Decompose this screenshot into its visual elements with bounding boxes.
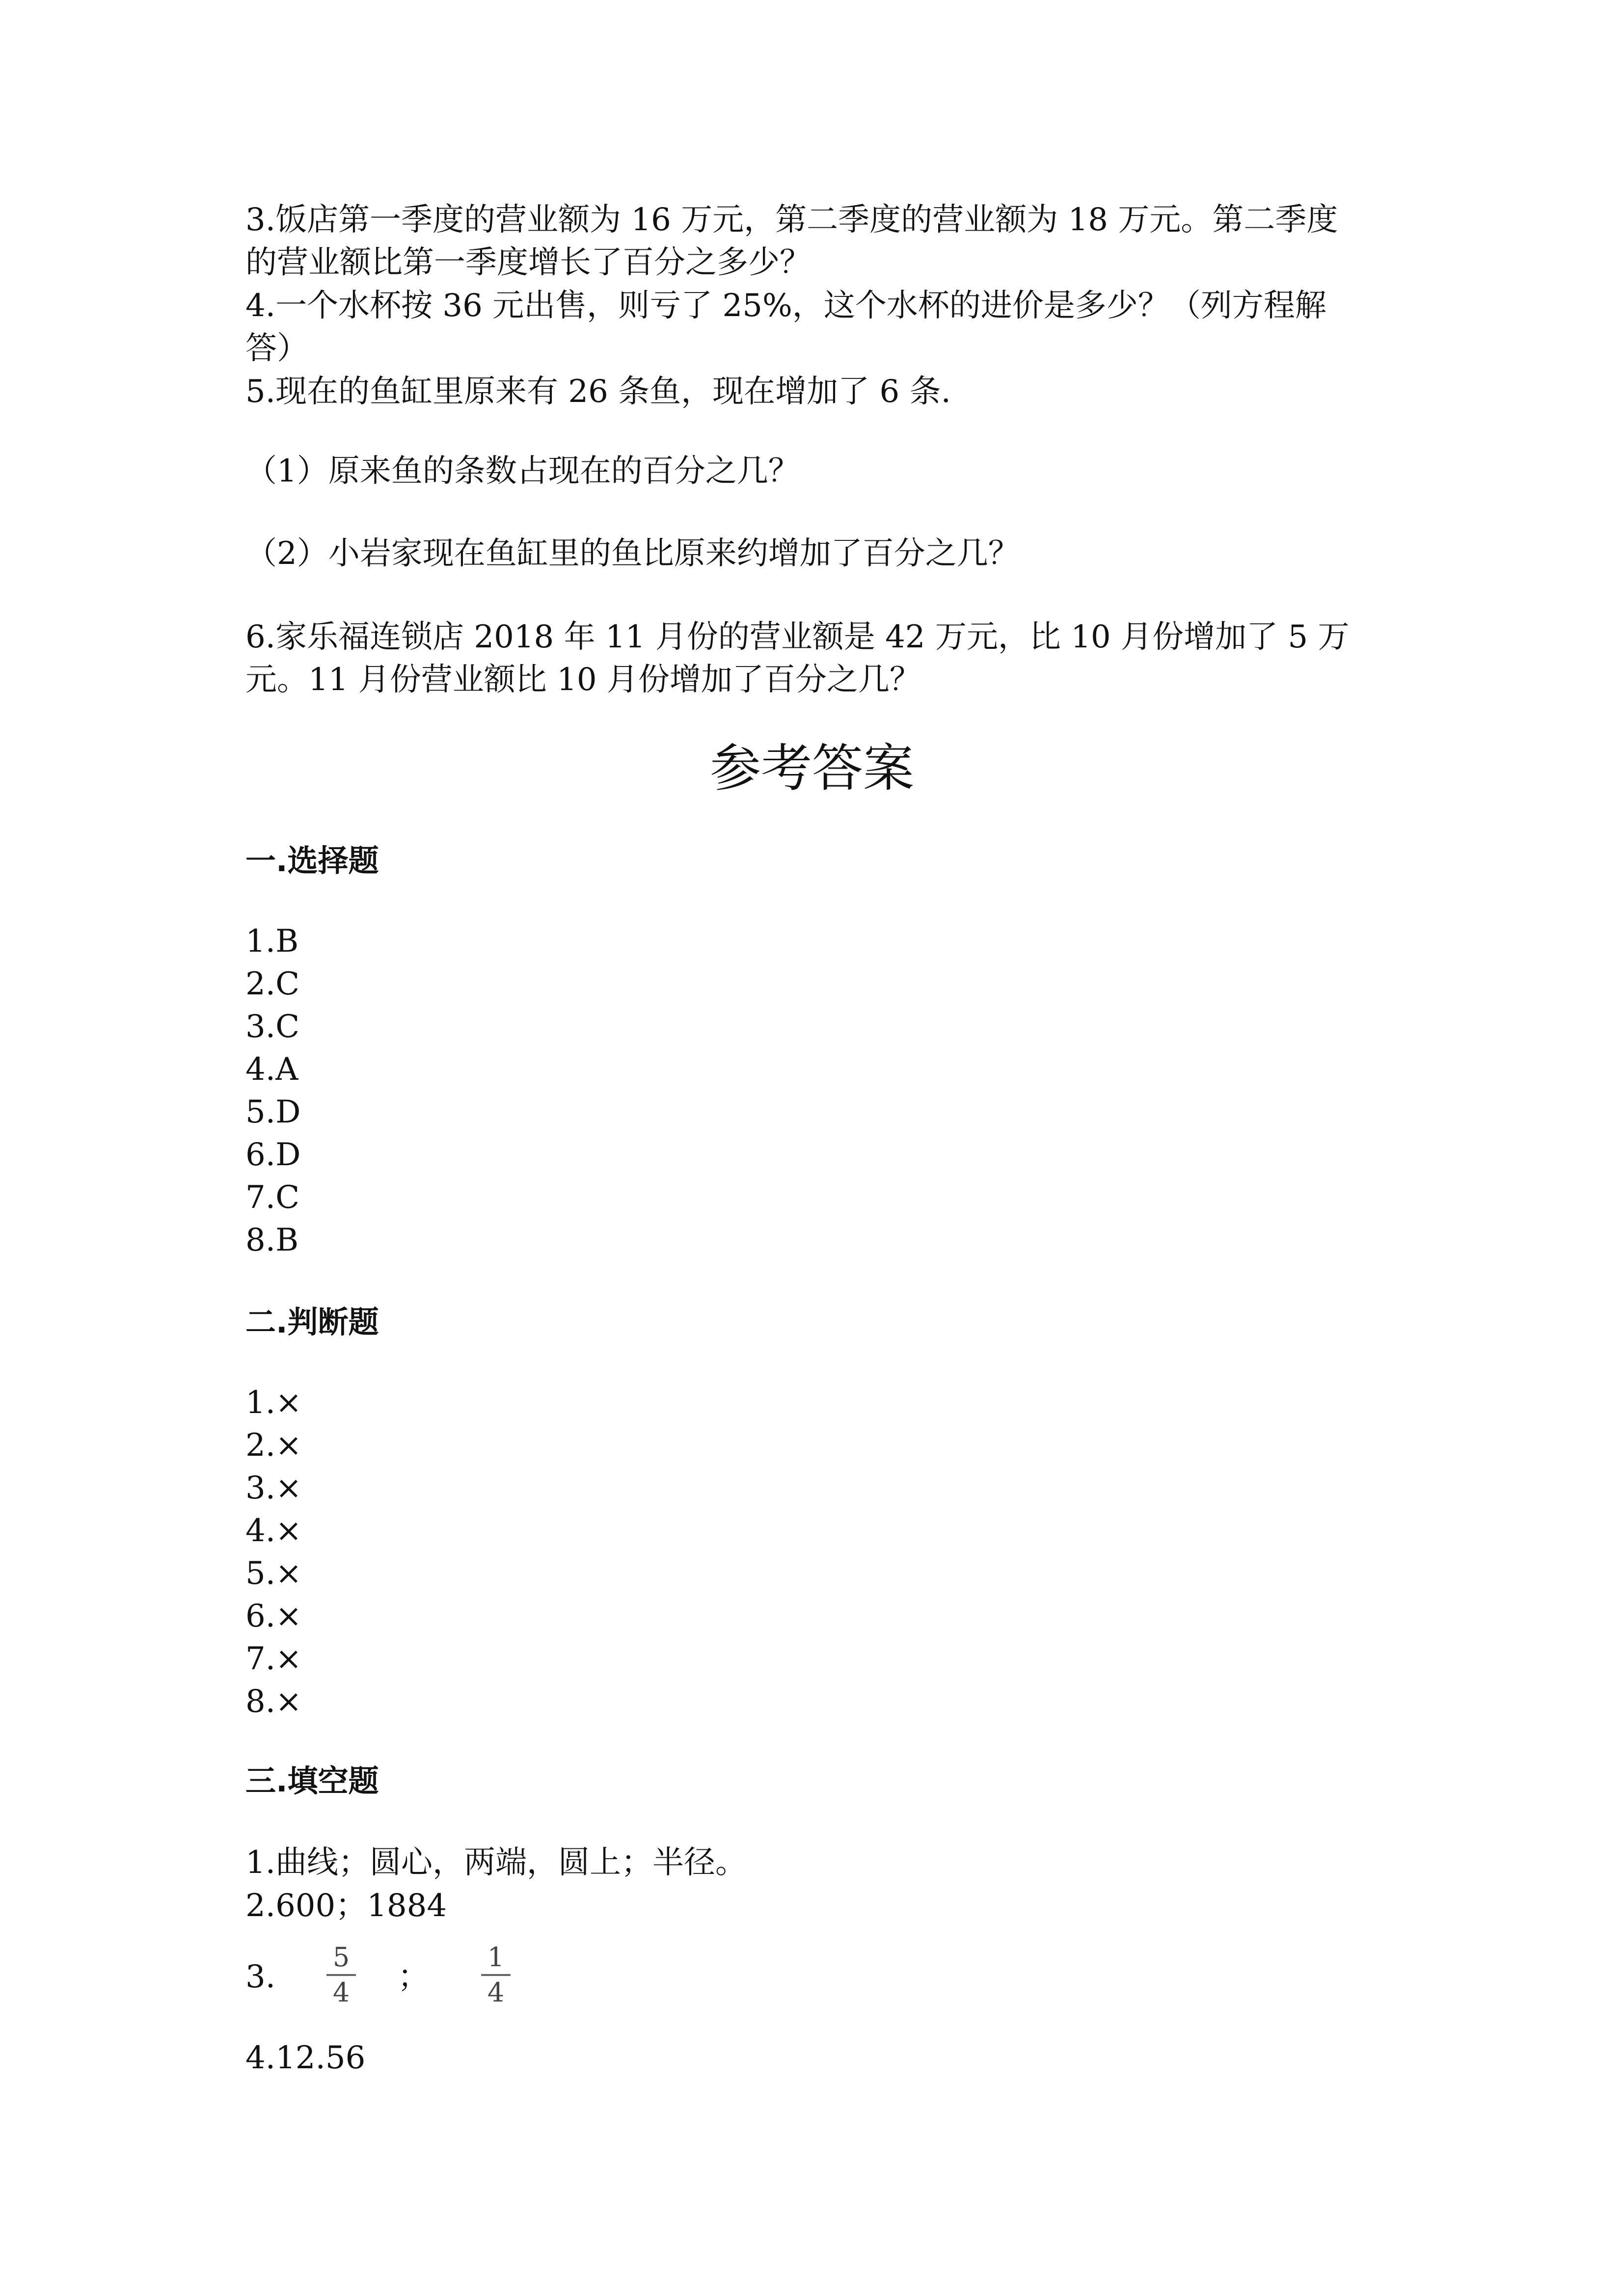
judge-answer: 1.×	[245, 1385, 302, 1421]
judge-answer: 6.×	[245, 1598, 302, 1634]
fill-answer-4: 4.12.56	[245, 2040, 366, 2076]
fraction-one-quarter	[481, 1943, 511, 2007]
choice-answer: 2.C	[245, 966, 300, 1002]
question-5-subquestion-2: （2）小岩家现在鱼缸里的鱼比原来约增加了百分之几？	[245, 535, 1020, 572]
fraction-numerator: 5	[332, 1942, 350, 1973]
section-heading-judge: 二.判断题	[245, 1304, 379, 1340]
fraction-numerator: 1	[487, 1942, 505, 1973]
question-3-line-2: 的营业额比第一季度增长了百分之多少？	[245, 244, 811, 281]
question-4-line-1: 4.一个水杯按 36 元出售，则亏了 25%，这个水杯的进价是多少？（列方程解	[245, 288, 1326, 324]
fill-answer-2: 2.600；1884	[245, 1888, 447, 1924]
choice-answer: 5.D	[245, 1094, 301, 1130]
answer-title: 参考答案	[709, 738, 914, 798]
fraction-bar	[481, 1974, 511, 1976]
choice-answer: 3.C	[245, 1009, 300, 1045]
judge-answer: 2.×	[245, 1427, 302, 1464]
judge-answer: 5.×	[245, 1555, 302, 1592]
fraction-denominator: 4	[332, 1977, 350, 2008]
choice-answer: 1.B	[245, 923, 299, 960]
judge-answer: 4.×	[245, 1513, 302, 1549]
judge-answer: 8.×	[245, 1683, 302, 1720]
fill-answer-3-separator: ；	[398, 1959, 429, 1995]
section-heading-fill: 三.填空题	[245, 1763, 379, 1799]
section-heading-choice: 一.选择题	[245, 843, 379, 879]
fraction-bar	[326, 1974, 356, 1976]
fill-answer-1: 1.曲线；圆心，两端，圆上；半径。	[245, 1844, 747, 1881]
choice-answer: 6.D	[245, 1137, 301, 1173]
choice-answer: 7.C	[245, 1179, 300, 1216]
question-3-line-1: 3.饭店第一季度的营业额为 16 万元，第二季度的营业额为 18 万元。第二季度	[245, 202, 1338, 238]
question-4-line-2: 答）	[245, 330, 308, 367]
question-6-line-1: 6.家乐福连锁店 2018 年 11 月份的营业额是 42 万元，比 10 月份增加了 5 万	[245, 619, 1350, 655]
question-6-line-2: 元。11 月份营业额比 10 月份增加了百分之几？	[245, 662, 921, 698]
judge-answer: 3.×	[245, 1470, 302, 1506]
choice-answer: 4.A	[245, 1051, 298, 1088]
fraction-five-quarters	[326, 1943, 356, 2007]
fraction-denominator: 4	[487, 1977, 505, 2008]
choice-answer: 8.B	[245, 1222, 299, 1258]
judge-answer: 7.×	[245, 1641, 302, 1677]
question-5-line-1: 5.现在的鱼缸里原来有 26 条鱼，现在增加了 6 条.	[245, 374, 951, 410]
fill-answer-3-prefix: 3.	[245, 1959, 276, 1995]
question-5-subquestion-1: （1）原来鱼的条数占现在的百分之几？	[245, 453, 800, 489]
